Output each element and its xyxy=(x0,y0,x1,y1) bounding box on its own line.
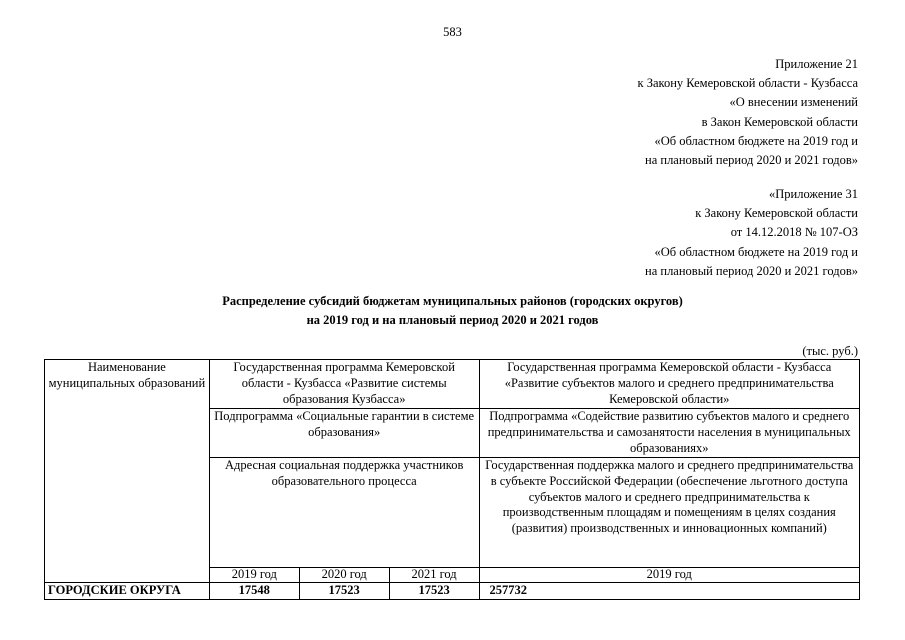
title-line: Распределение субсидий бюджетам муниципальных районов (городских округов) xyxy=(222,294,683,308)
cell-2019-b: 257732 xyxy=(479,583,859,600)
header-year-2019: 2019 год xyxy=(209,568,299,583)
document-title xyxy=(0,292,905,330)
appendix-line: к Закону Кемеровской области xyxy=(695,206,858,221)
row-label: ГОРОДСКИЕ ОКРУГА xyxy=(45,583,210,600)
subsidy-table xyxy=(44,359,860,600)
header-subprogram-2: Подпрограмма «Содействие развитию субъектов малого и среднего предпринимательства и самозанятости населения в муниципальных образованиях» xyxy=(479,409,859,458)
header-subprogram-1: Подпрограмма «Социальные гарантии в системе образования» xyxy=(209,409,479,458)
appendix-line: в Закон Кемеровской области xyxy=(701,114,858,129)
appendix-31-header xyxy=(645,185,858,281)
appendix-21-header xyxy=(638,55,859,170)
header-measure-2: Государственная поддержка малого и среднего предпринимательства в субъекте Российской Федерации (обеспечение льготного доступа субъектов малого и среднего предпринимательства к производственным площадям и помещениям в целях создания (развития) производственных и инновационных компаний) xyxy=(479,458,859,568)
cell-2021: 17523 xyxy=(389,583,479,600)
cell-2019: 17548 xyxy=(209,583,299,600)
cell-2020: 17523 xyxy=(299,583,389,600)
appendix-line: «О внесении изменений xyxy=(729,95,858,110)
header-program-2: Государственная программа Кемеровской области - Кузбасса «Развитие субъектов малого и среднего предпринимательства Кемеровской области» xyxy=(479,360,859,409)
header-municipality: Наименование муниципальных образований xyxy=(45,360,210,583)
units-label: (тыс. руб.) xyxy=(802,344,858,358)
appendix-line: на плановый период 2020 и 2021 годов» xyxy=(645,263,858,278)
appendix-line: «Об областном бюджете на 2019 год и xyxy=(654,244,858,259)
header-year-2020: 2020 год xyxy=(299,568,389,583)
header-year-2021: 2021 год xyxy=(389,568,479,583)
header-measure-1: Адресная социальная поддержка участников образовательного процесса xyxy=(209,458,479,568)
table-row xyxy=(45,583,860,600)
page-number: 583 xyxy=(443,25,462,39)
appendix-line: от 14.12.2018 № 107-ОЗ xyxy=(730,225,858,240)
appendix-line: к Закону Кемеровской области - Кузбасса xyxy=(637,76,858,91)
appendix-line: «Приложение 31 xyxy=(769,187,858,201)
appendix-line: Приложение 21 xyxy=(775,57,858,71)
header-program-1: Государственная программа Кемеровской области - Кузбасса «Развитие системы образования Кузбасса» xyxy=(209,360,479,409)
appendix-line: на плановый период 2020 и 2021 годов» xyxy=(645,153,858,168)
appendix-line: «Об областном бюджете на 2019 год и xyxy=(654,133,858,148)
title-line: на 2019 год и на плановый период 2020 и 2021 годов xyxy=(306,313,599,327)
header-year-2019-b: 2019 год xyxy=(479,568,859,583)
